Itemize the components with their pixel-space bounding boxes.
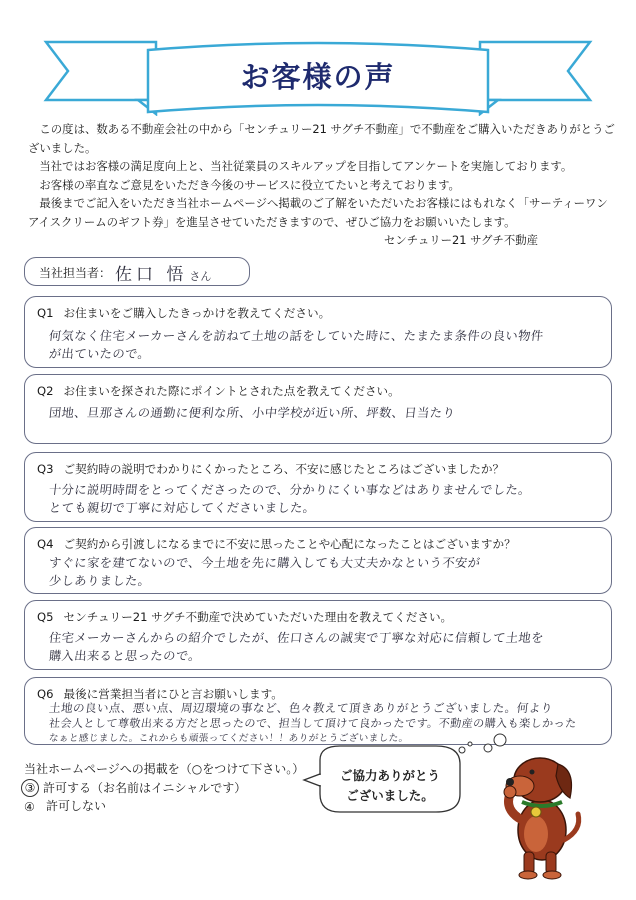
question-box-q1 xyxy=(24,296,612,368)
question-number: Q3 xyxy=(37,462,54,476)
question-text xyxy=(37,609,452,625)
staff-label: 当社担当者： xyxy=(39,266,112,280)
question-box-q2 xyxy=(24,374,612,444)
staff-box xyxy=(24,257,250,286)
permission-section xyxy=(24,760,304,816)
question-number: Q5 xyxy=(37,610,54,624)
staff-honorific: さん xyxy=(189,270,212,283)
option-mark: ④ xyxy=(24,800,35,815)
staff-name xyxy=(115,260,211,285)
option-label: 許可する（お名前はイニシャルです） xyxy=(43,780,247,795)
question-label: センチュリー21 サグチ不動産で決めていただいた理由を教えてください。 xyxy=(63,610,453,624)
intro-text xyxy=(28,120,618,250)
answer-line: 何気なく住宅メーカーさんを訪ねて土地の話をしていた時に、たまたま条件の良い物件 xyxy=(48,329,545,343)
question-number: Q2 xyxy=(37,384,54,398)
question-number: Q6 xyxy=(37,687,54,701)
question-box-q3 xyxy=(24,452,612,522)
question-text xyxy=(37,461,504,477)
intro-signature: センチュリー21 サグチ不動産 xyxy=(383,233,538,247)
permission-option-allow[interactable] xyxy=(24,779,304,798)
question-label: ご契約から引渡しになるまでに不安に思ったことや心配になったことはございますか？ xyxy=(63,537,516,551)
intro-paragraph: この度は、数ある不動産会社の中から「センチュリー21 サグチ不動産」で不動産をご購入いただきありがとうございました。 xyxy=(28,122,615,155)
option-label: 許可しない xyxy=(46,799,107,814)
intro-paragraph: 当社ではお客様の満足度向上と、当社従業員のスキルアップを目指してアンケートを実施しております。 xyxy=(39,159,573,173)
question-label: お住まいを探された際にポイントとされた点を教えてください。 xyxy=(63,384,400,398)
answer-line: 少しありました。 xyxy=(48,574,152,588)
thank-you-line: ご協力ありがとう xyxy=(339,768,440,783)
answer-line: 購入出来ると思ったので。 xyxy=(48,649,202,663)
question-label: 最後に営業担当者にひと言お願いします。 xyxy=(63,687,283,701)
dog-mascot-icon xyxy=(470,730,590,880)
answer-line: が出ていたので。 xyxy=(48,347,151,361)
answer-line: 十分に説明時間をとってくださったので、分かりにくい事などはありませんでした。 xyxy=(48,483,532,497)
intro-paragraph: お客様の率直なご意見をいただき今後のサービスに役立てたいと考えております。 xyxy=(39,177,460,192)
question-text xyxy=(37,536,516,552)
question-text xyxy=(37,305,330,321)
question-label: ご契約時の説明でわかりにくかったところ、不安に感じたところはございましたか？ xyxy=(63,462,505,476)
question-text xyxy=(37,383,400,399)
question-number: Q1 xyxy=(37,306,54,320)
question-number: Q4 xyxy=(37,537,54,551)
answer-line: 土地の良い点、悪い点、周辺環境の事など、色々教えて頂きありがとうございました。何より xyxy=(48,701,554,715)
selected-circle-mark: ③ xyxy=(21,779,39,797)
permission-option-deny[interactable] xyxy=(24,797,304,816)
permission-heading: 当社ホームページへの掲載を（○をつけて下さい。） xyxy=(24,762,305,776)
answer-line: 団地、旦那さんの通勤に便利な所、小中学校が近い所、坪数、日当たり xyxy=(48,406,456,420)
answer-line: すぐに家を建てないので、今土地を先に購入しても大丈夫かなという不安が xyxy=(48,556,482,570)
question-box-q4 xyxy=(24,527,612,594)
thank-you-line: ございました。 xyxy=(346,788,434,803)
answer-line: とても親切で丁寧に対応してくださいました。 xyxy=(48,501,317,515)
question-box-q5 xyxy=(24,600,612,670)
answer-line: なぁと感じました。これからも頑張ってください！！ありがとうございました。 xyxy=(48,733,410,744)
staff-name-text: 佐口 悟 xyxy=(115,265,188,285)
page-title: お客様の声 xyxy=(240,59,396,94)
question-label: お住まいをご購入したきっかけを教えてください。 xyxy=(63,306,331,320)
answer-line: 住宅メーカーさんからの紹介でしたが、佐口さんの誠実で丁寧な対応に信頼して土地を xyxy=(48,631,545,645)
intro-paragraph: 最後までご記入をいただき当社ホームページへ掲載のご了解をいただいたお客様にはもれなく「サーティーワンアイスクリームのギフト券」を進呈させていただきますので、ぜひご協力をお願いいたします。 xyxy=(28,196,608,229)
thank-you-text xyxy=(326,766,454,806)
answer-line: 社会人として尊敬出来る方だと思ったので、担当して頂けて良かったです。不動産の購入も楽しかった xyxy=(48,717,578,730)
